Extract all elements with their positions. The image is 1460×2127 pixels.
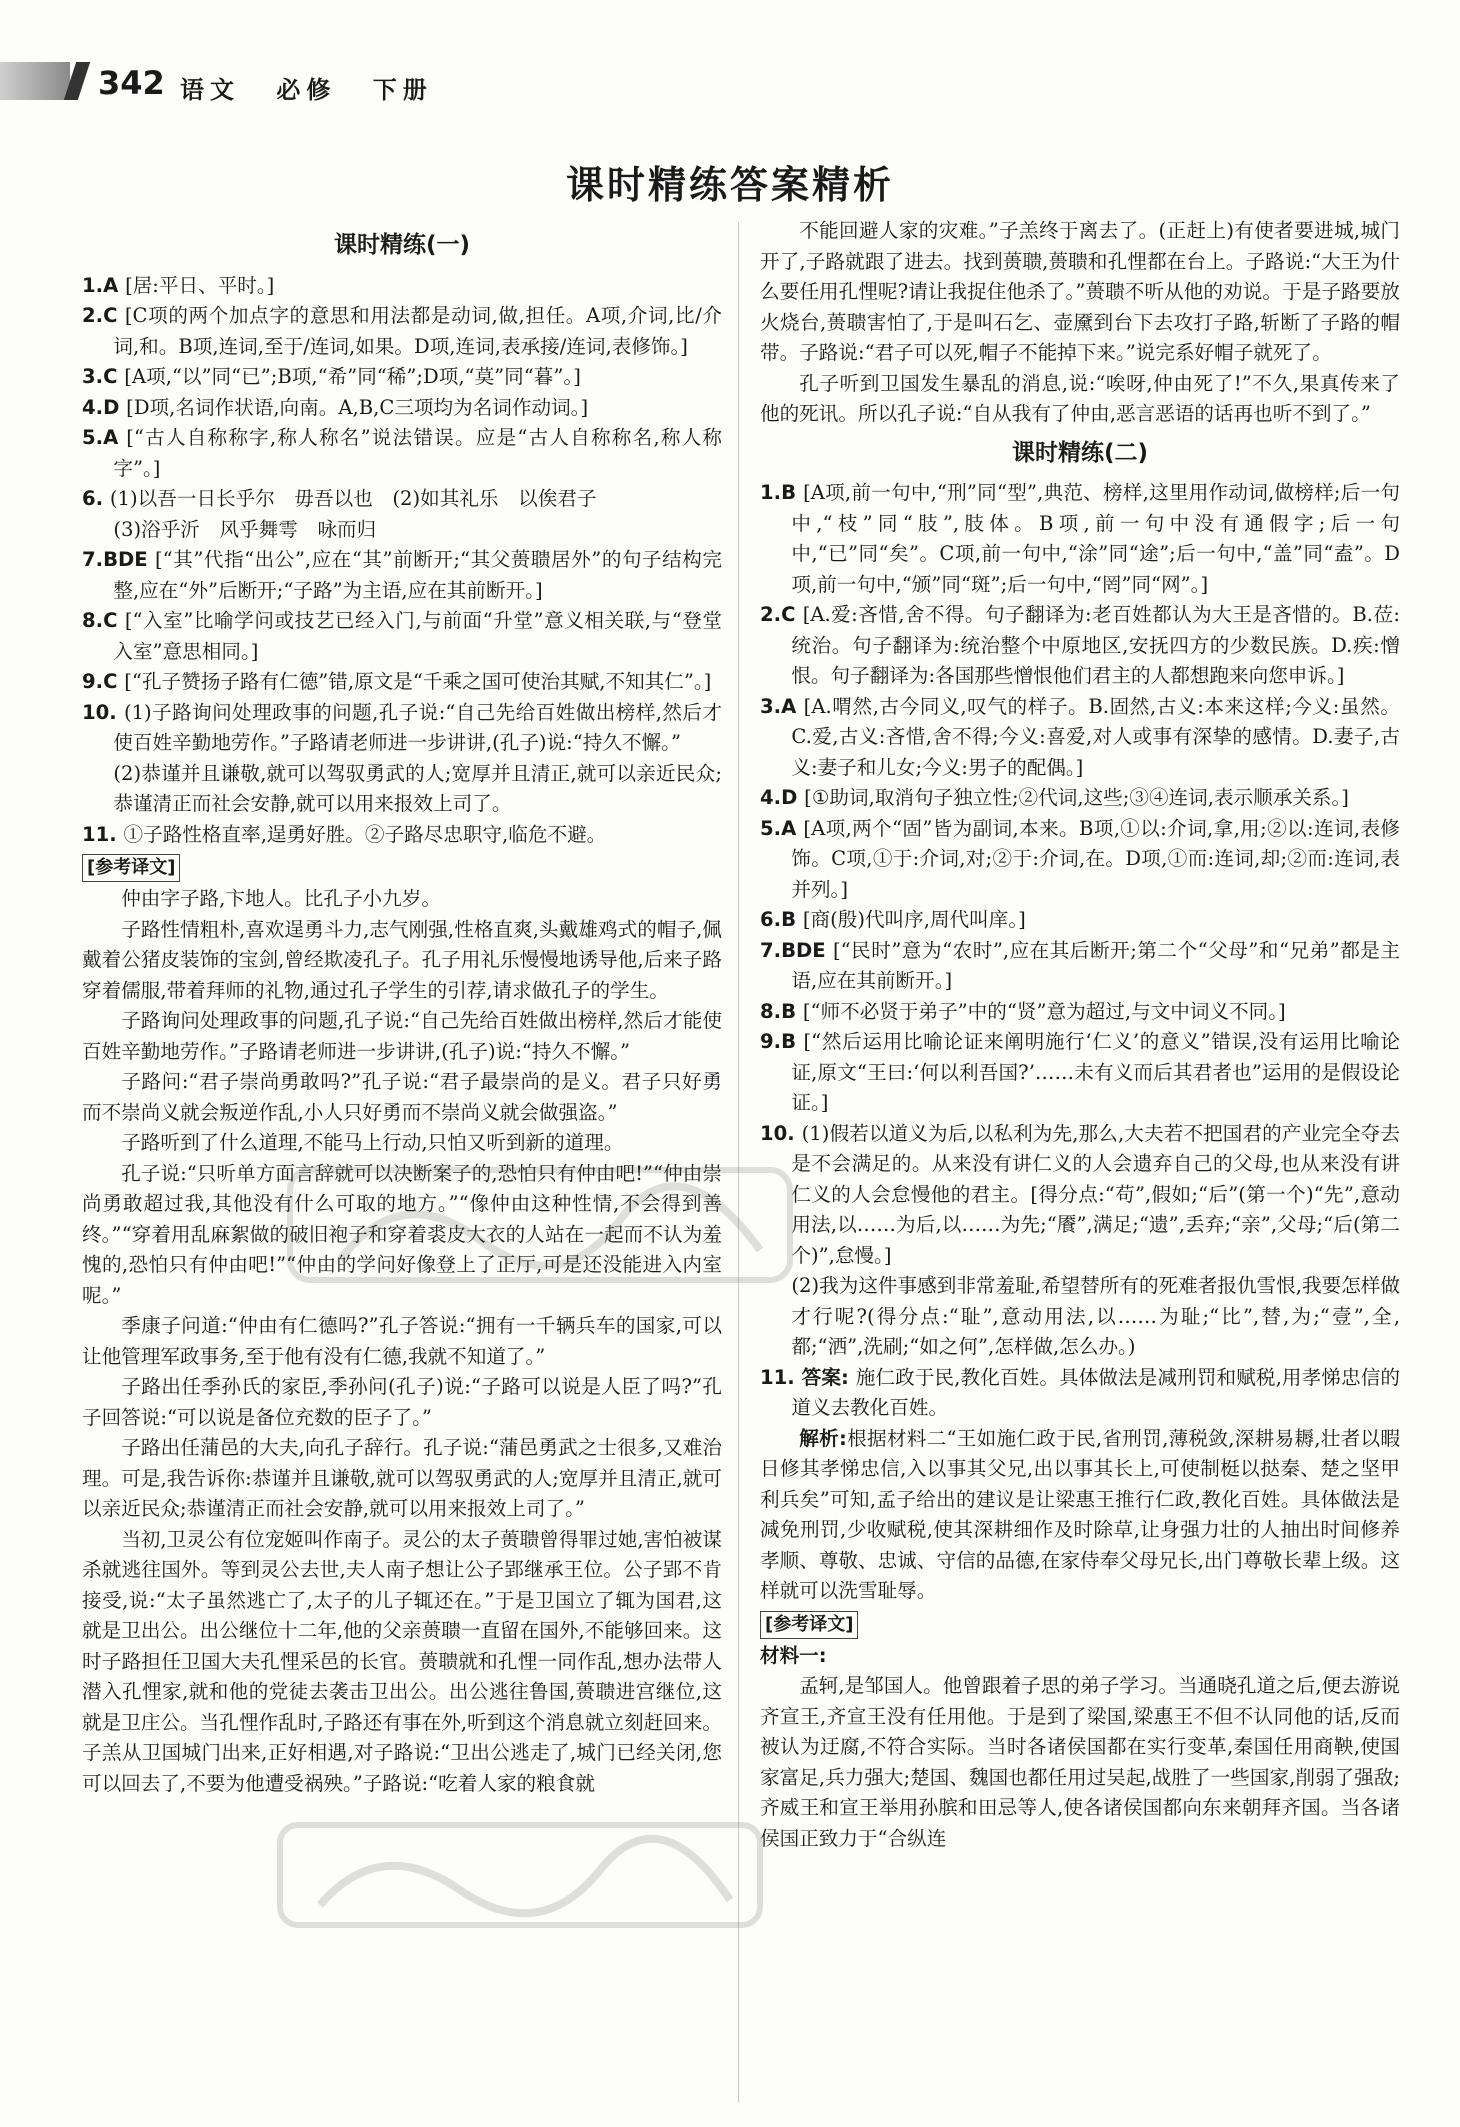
answer-text: [“然后运用比喻论证来阐明施行‘仁义’的意义”错误,没有运用比喻论证,原文“王曰:‘何以利吾国?’……未有义而后其君者也”运用的是假设论证。]: [791, 1030, 1400, 1114]
answer-number: 3.C: [82, 365, 125, 388]
right-answer-item: [760, 1363, 1400, 1424]
answer-number: 7.BDE: [760, 938, 833, 962]
answer-text: [A项,“以”同“已”;B项,“希”同“稀”;D项,“莫”同“暮”。]: [124, 365, 581, 388]
left-translation-paragraph: 子路问:“君子崇尚勇敢吗?”孔子说:“君子最崇尚的是义。君子只好勇而不崇尚义就会叛逆作乱,小人只好勇而不崇尚义就会做强盗。”: [82, 1070, 722, 1124]
answer-text: [“孔子赞扬子路有仁德”错,原文是“千乘之国可使治其赋,不知其仁”。]: [124, 670, 712, 693]
right-translation-paragraph: 孔子听到卫国发生暴乱的消息,说:“唉呀,仲由死了!”不久,果真传来了他的死讯。所以孔子说:“自从我有了仲由,恶言恶语的话再也听不到了。”: [760, 371, 1400, 425]
left-answer-item: [82, 484, 722, 515]
right-answer-item: [760, 1271, 1400, 1363]
answer-text: [D项,名词作状语,向南。A,B,C三项均为名词作动词。]: [126, 395, 589, 419]
answer-text: (2)我为这件事感到非常羞耻,希望替所有的死难者报仇雪恨,我要怎样做才行呢?(得分点:“耻”,意动用法,以……为耻;“比”,替,为;“壹”,全,都;“洒”,洗刷;“如之何”,怎样做,怎么办。): [791, 1274, 1400, 1358]
answer-text: ①子路性格直率,逞勇好胜。②子路尽忠职守,临危不避。: [123, 822, 607, 846]
answer-number: 8.B: [760, 999, 803, 1023]
left-translation-paragraph: 子路出任季孙氏的家臣,季孙问(孔子)说:“子路可以说是人臣了吗?”孔子回答说:“可以说是备位充数的臣子了。”: [82, 1375, 722, 1429]
right-answer-item: [760, 1027, 1400, 1119]
answer-number: 3.A: [760, 694, 804, 718]
answer-text: [商(殷)代叫序,周代叫庠。]: [802, 908, 1026, 931]
answer-text: [“古人自称称字,称人称名”说法错误。应是“古人自称称名,称人称字”。]: [113, 426, 722, 480]
answer-text: [C项的两个加点字的意思和用法都是动词,做,担任。A项,介词,比/介词,和。B项,连词,至于/连词,如果。D项,连词,表承接/连词,表修饰。]: [113, 304, 722, 358]
right-answer-item: [760, 783, 1400, 814]
translation-text-1: [82, 884, 722, 1799]
right-answer-item: [760, 814, 1400, 906]
left-answer-item: [82, 820, 722, 851]
right-answer-item: [760, 600, 1400, 692]
section-title-1: 课时精练(一): [333, 232, 471, 258]
left-answer-item: [82, 606, 722, 667]
answer-number: 7.BDE: [82, 548, 156, 571]
answer-text: [A.喟然,古今同义,叹气的样子。B.固然,古义:本来这样;今义:虽然。C.爱,古义:吝惜,舍不得;今义:喜爱,对人或事有深挚的感情。D.妻子,古义:妻子和儿女;今义:男子的配偶。]: [791, 694, 1400, 779]
answer-number: 9.B: [760, 1030, 804, 1053]
page-header: [0, 0, 1460, 110]
right-answer-item: [760, 936, 1400, 997]
translation-continued: [760, 216, 1400, 430]
left-answer-item: [82, 667, 722, 698]
answer-number: 2.C: [760, 603, 803, 626]
answer-number: 8.C: [82, 609, 125, 632]
column-divider: [738, 222, 739, 2102]
material-text: 孟轲,是邹国人。他曾跟着子思的弟子学习。当通晓孔道之后,便去游说齐宣王,齐宣王没有任用他。于是到了梁国,梁惠王不但不认同他的话,反而被认为迂腐,不符合实际。当时各诸侯国都在实行变革,秦国任用商鞅,使国家富足,兵力强大;楚国、魏国也都任用过吴起,战胜了一些国家,削弱了强敌;齐威王和宣王举用孙膑和田忌等人,使各诸侯国都向东来朝拜齐国。当各诸侯国正致力于“合纵连: [760, 1674, 1400, 1850]
left-translation-paragraph: 子路听到了什么道理,不能马上行动,只怕又听到新的道理。: [121, 1131, 624, 1154]
left-answer-item: [82, 423, 722, 484]
answer-text: [“入室”比喻学问或技艺已经入门,与前面“升堂”意义相关联,与“登堂入室”意思相同。]: [113, 609, 722, 663]
answer-label: 答案:: [801, 1365, 856, 1389]
answer-text: [A.爱:吝惜,舍不得。句子翻译为:老百姓都认为大王是吝惜的。B.莅:统治。句子翻译为:统治整个中原地区,安抚四方的少数民族。D.疾:憎恨。句子翻译为:各国那些憎恨他们君主的人都想跑来向您申诉。]: [791, 603, 1400, 687]
header-decor-bar: [0, 62, 70, 100]
left-translation-paragraph: 孔子说:“只听单方面言辞就可以决断案子的,恐怕只有仲由吧!”“仲由崇尚勇敢超过我,其他没有什么可取的地方。”“像仲由这种性情,不会得到善终。”“穿着用乱麻絮做的破旧袍子和穿着裘皮大衣的人站在一起而不认为羞愧的,恐怕只有仲由吧!”“仲由的学问好像登上了正厅,可是还没能进入内室呢。”: [82, 1161, 722, 1307]
answer-text: [“其”代指“出公”,应在“其”前断开;“其父蒉聩居外”的句子结构完整,应在“外”后断开;“子路”为主语,应在其前断开。]: [113, 548, 722, 602]
answer-text: [居:平日、平时。]: [125, 273, 275, 297]
answer-text: [A项,两个“固”皆为副词,本来。B项,①以:介词,拿,用;②以:连词,表修饰。C项,①于:介词,对;②于:介词,在。D项,①而:连词,却;②而:连词,表并列。]: [791, 816, 1400, 901]
answer-text: (1)子路询问处理政事的问题,孔子说:“自己先给百姓做出榜样,然后才使百姓辛勤地劳作。”子路请老师进一步讲讲,(孔子)说:“持久不懈。”: [113, 700, 722, 754]
answer-text: (1)假若以道义为后,以私利为先,那么,大夫若不把国君的产业完全夺去是不会满足的。从来没有讲仁义的人会遗弃自己的父母,也从来没有讲仁义的人会怠慢他的君主。[得分点:“苟”,假如;“后”(第一个)“先”,意动用法,以……为后,以……为先;“餍”,满足;“遗”,丢弃;“亲”,父母;“后(第二个)”,怠慢。]: [791, 1121, 1400, 1267]
left-answer-item: [82, 545, 722, 606]
left-answer-item: [82, 698, 722, 759]
answer-text: (1)以吾一日长乎尔 毋吾以也 (2)如其礼乐 以俟君子: [109, 487, 597, 510]
left-answer-item: [82, 301, 722, 362]
answer-text: (3)浴乎沂 风乎舞雩 咏而归: [113, 517, 377, 541]
left-answer-item: [82, 362, 722, 393]
left-translation-paragraph: 子路询问处理政事的问题,孔子说:“自己先给百姓做出榜样,然后才能使百姓辛勤地劳作。”子路请老师进一步讲讲,(孔子)说:“持久不懈。”: [82, 1009, 722, 1063]
right-answer-item: [760, 692, 1400, 784]
right-translation-paragraph: 不能回避人家的灾难。”子羔终于离去了。(正赶上)有使者要进城,城门开了,子路就跟了进去。找到蒉聩,蒉聩和孔悝都在台上。子路说:“大王为什么要任用孔悝呢?请让我捉住他杀了。”蒉聩不听从他的劝说。于是子路要放火烧台,蒉聩害怕了,于是叫石乞、壶黡到台下去攻打子路,斩断了子路的帽带。子路说:“君子可以死,帽子不能掉下来。”说完系好帽子就死了。: [760, 219, 1400, 364]
right-answer-item: [760, 1119, 1400, 1272]
left-translation-paragraph: 当初,卫灵公有位宠姬叫作南子。灵公的太子蒉聩曾得罪过她,害怕被谋杀就逃往国外。等到灵公去世,夫人南子想让公子郢继承王位。公子郢不肯接受,说:“太子虽然逃亡了,太子的儿子辄还在。”于是卫国立了辄为国君,这就是卫出公。出公继位十二年,他的父亲蒉聩一直留在国外,不能够回来。这时子路担任卫国大夫孔悝采邑的长官。蒉聩就和孔悝一同作乱,想办法带人潜入孔悝家,就和他的党徒去袭击卫出公。出公逃往鲁国,蒉聩进宫继位,这就是卫庄公。当孔悝作乱时,子路还有事在外,听到这个消息就立刻赶回来。子羔从卫国城门出来,正好相遇,对子路说:“卫出公逃走了,城门已经关闭,您可以回去了,不要为他遭受祸殃。”子路说:“吃着人家的粮食就: [82, 1527, 722, 1795]
answer-number: 5.A: [82, 426, 127, 449]
answer-number: 10.: [760, 1121, 802, 1145]
answer-number: 10.: [82, 700, 124, 724]
left-answer-item: [82, 393, 722, 424]
answer-number: 4.D: [82, 395, 127, 419]
left-translation-paragraph: 子路出任蒲邑的大夫,向孔子辞行。孔子说:“蒲邑勇武之士很多,又难治理。可是,我告诉你:恭谨并且谦敬,就可以驾驭勇武的人;宽厚并且清正,就可以亲近民众;恭谨清正而社会安静,就可以用来报效上司了。”: [82, 1436, 722, 1520]
left-answer-item: [82, 515, 722, 546]
analysis-paragraph: [760, 1424, 1400, 1607]
answer-number: 11.: [760, 1365, 802, 1389]
material-label: 材料一:: [760, 1643, 827, 1667]
answer-list-1: [82, 271, 722, 851]
answer-text: [“师不必贤于弟子”中的“贤”意为超过,与文中词义不同。]: [802, 999, 1286, 1023]
answer-number: 1.A: [82, 273, 126, 297]
answer-text: (2)恭谨并且谦敬,就可以驾驭勇武的人;宽厚并且清正,就可以亲近民众;恭谨清正而社会安静,就可以用来报效上司了。: [113, 761, 722, 815]
left-translation-paragraph: 仲由字子路,卞地人。比孔子小九岁。: [121, 887, 441, 910]
right-answer-item: [760, 478, 1400, 600]
answer-list-2: [760, 478, 1400, 1424]
answer-text: [“民时”意为“农时”,应在其后断开;第二个“父母”和“兄弟”都是主语,应在其前断开。]: [791, 938, 1400, 992]
analysis-text: 根据材料二“王如施仁政于民,省刑罚,薄税敛,深耕易耨,壮者以暇日修其孝悌忠信,入以事其父兄,出以事其长上,可使制梃以挞秦、楚之坚甲利兵矣”可知,孟子给出的建议是让梁惠王推行仁政,教化百姓。具体做法是减免刑罚,少收赋税,使其深耕细作及时除草,让身强力壮的人抽出时间修养孝顺、尊敬、忠诚、守信的品德,在家侍奉父母兄长,出门尊敬长辈上级。这样就可以洗雪耻辱。: [760, 1426, 1400, 1602]
answer-number: 2.C: [82, 304, 125, 327]
analysis-label: 解析:: [799, 1426, 847, 1450]
left-translation-paragraph: 季康子问道:“仲由有仁德吗?”孔子答说:“拥有一千辆兵车的国家,可以让他管理军政事务,至于他有没有仁德,我就不知道了。”: [82, 1314, 722, 1368]
answer-number: 6.: [82, 487, 110, 510]
left-translation-paragraph: 子路性情粗朴,喜欢逞勇斗力,志气刚强,性格直爽,头戴雄鸡式的帽子,佩戴着公猪皮装饰的宝剑,曾经欺凌孔子。孔子用礼乐慢慢地诱导他,后来子路穿着儒服,带着拜师的礼物,通过孔子学生的引荐,请求做孔子的学生。: [82, 917, 722, 1002]
answer-number: 6.B: [760, 908, 803, 931]
page-number: 342: [98, 64, 165, 102]
answer-number: 5.A: [760, 816, 804, 840]
answer-number: 1.B: [760, 481, 804, 504]
right-answer-item: [760, 905, 1400, 936]
answer-number: 4.D: [760, 786, 805, 809]
right-answer-item: [760, 997, 1400, 1028]
answer-text: [A项,前一句中,“刑”同“型”,典范、榜样,这里用作动词,做榜样;后一句中,“枝”同“肢”,肢体。B项,前一句中没有通假字;后一句中,“已”同“矣”。C项,前一句中,“涂”同“途”;后一句中,“盖”同“盍”。D项,前一句中,“颁”同“斑”;后一句中,“罔”同“网”。]: [791, 481, 1400, 596]
left-answer-item: [82, 271, 722, 302]
answer-number: 9.C: [82, 670, 125, 693]
reference-translation-label: [参考译文]: [82, 854, 180, 882]
answer-number: 11.: [82, 822, 124, 846]
right-column: [760, 216, 1400, 2106]
left-answer-item: [82, 759, 722, 820]
answer-text: 施仁政于民,教化百姓。具体做法是减刑罚和赋税,用孝悌忠信的道义去教化百姓。: [791, 1365, 1400, 1419]
left-column: [82, 222, 722, 2112]
page-title: 课时精练答案精析: [565, 162, 894, 207]
subject-label: 语文 必修 下册: [180, 75, 433, 104]
section-title-2: 课时精练(二): [1011, 439, 1149, 466]
answer-text: [①助词,取消句子独立性;②代词,这些;③④连词,表示顺承关系。]: [804, 786, 1349, 809]
reference-translation-label-2: [参考译文]: [760, 1611, 858, 1639]
